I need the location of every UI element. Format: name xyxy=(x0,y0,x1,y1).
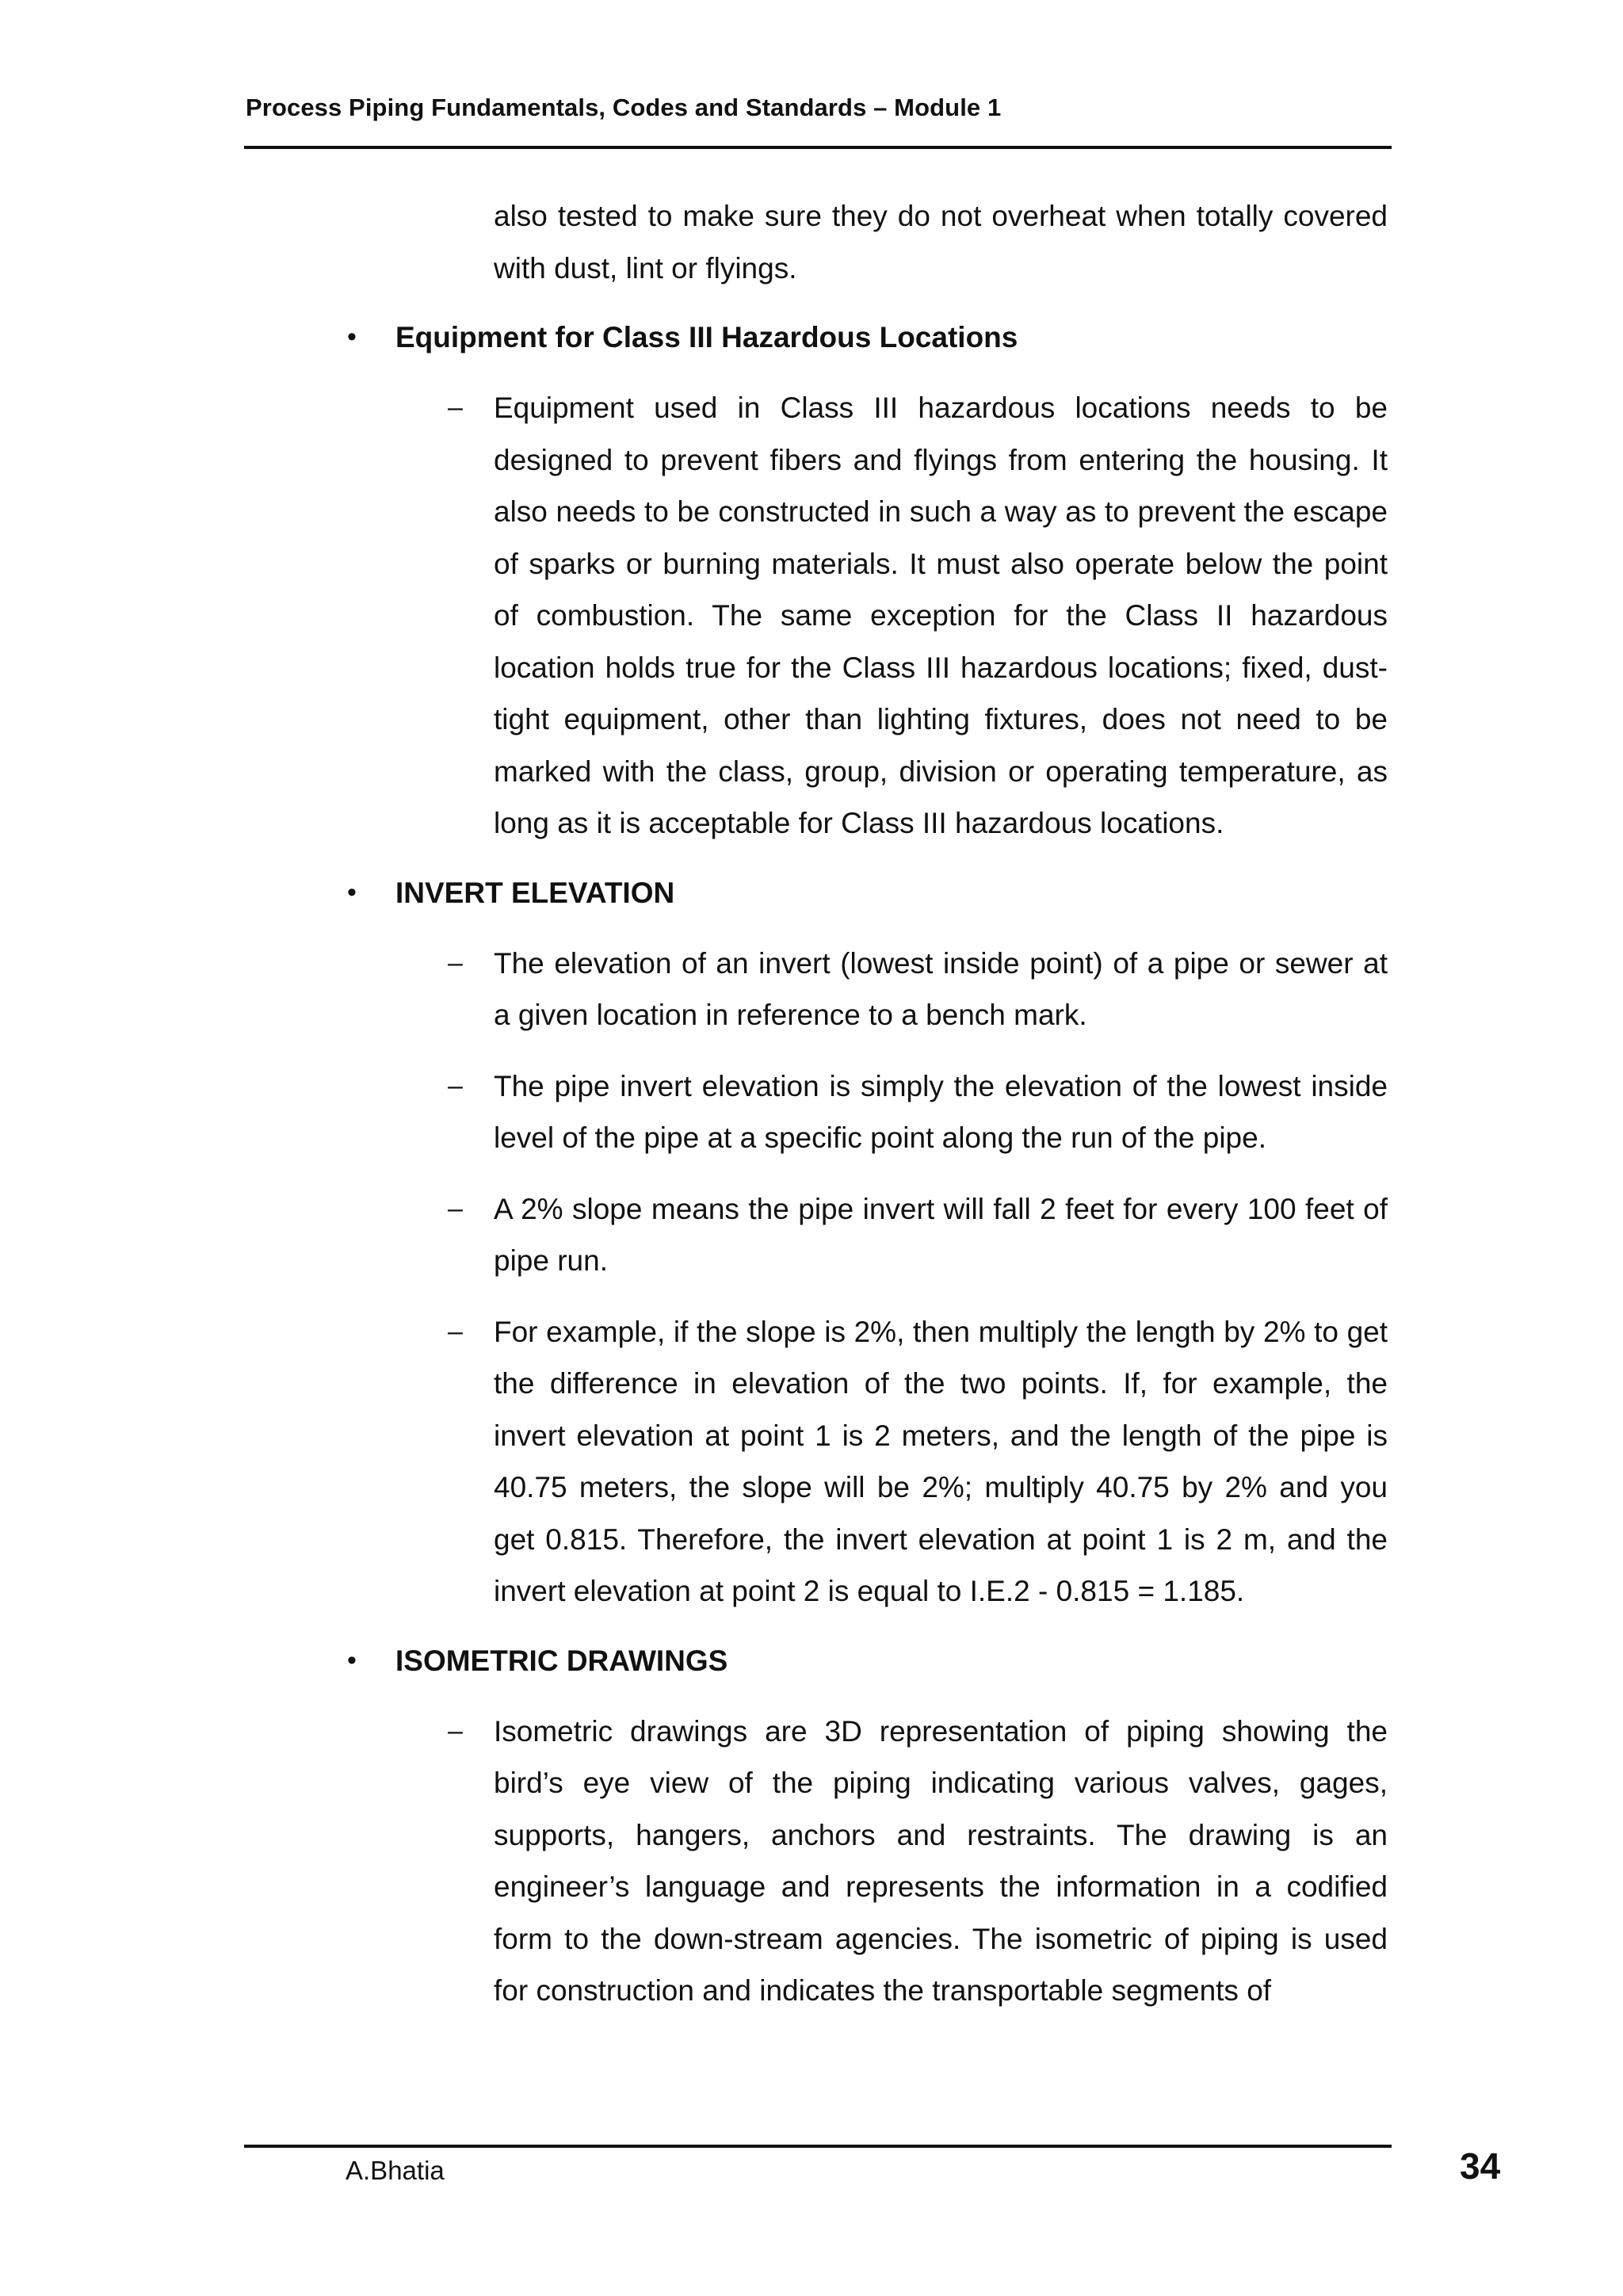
section-heading-text: ISOMETRIC DRAWINGS xyxy=(395,1644,728,1677)
header-divider xyxy=(244,146,1392,149)
section-heading-invert-elevation xyxy=(347,867,1623,919)
list-item-text: Equipment used in Class III hazardous locations needs to be designed to prevent fibers and flyings from entering the housing. It also needs to be constructed in such a way as to prevent the escape of sparks or burning materials. It must also operate below the point of combustion. The same exception for the Class II hazardous location holds true for the Class III hazardous locations; fixed, dust-tight equipment, other than lighting fixtures, does not need to be marked with the class, group, division or operating temperature, as long as it is acceptable for Class III hazardous locations. xyxy=(494,392,1388,839)
dash-icon: – xyxy=(448,947,463,978)
dash-icon: – xyxy=(448,1316,463,1347)
bullet-icon: • xyxy=(347,322,357,352)
list-item xyxy=(448,382,1388,850)
page-number: 34 xyxy=(1460,2145,1501,2187)
bullet-icon: • xyxy=(347,1645,357,1675)
section-heading-text: Equipment for Class III Hazardous Locations xyxy=(395,321,1018,353)
page-header-title: Process Piping Fundamentals, Codes and Standards – Module 1 xyxy=(246,94,1002,121)
dash-icon: – xyxy=(448,1715,463,1746)
list-item xyxy=(448,1183,1388,1287)
dash-icon: – xyxy=(448,1070,463,1101)
list-item-text: A 2% slope means the pipe invert will fall 2 feet for every 100 feet of pipe run. xyxy=(494,1192,1388,1277)
section-heading-class-iii xyxy=(347,311,1623,363)
list-item-text: The pipe invert elevation is simply the elevation of the lowest inside level of the pipe at a specific point along the run of the pipe. xyxy=(494,1069,1388,1154)
list-item xyxy=(448,1306,1388,1618)
list-item xyxy=(448,1060,1388,1164)
dash-icon: – xyxy=(448,1193,463,1224)
dash-icon: – xyxy=(448,392,463,422)
page-body xyxy=(0,190,1623,2017)
list-item-text: Isometric drawings are 3D representation of piping showing the bird’s eye view of the piping indicating various valves, gages, supports, hangers, anchors and restraints. The drawing is an engineer’s language and represents the information in a codified form to the down-stream agencies. The isometric of piping is used for construction and indicates the transportable segments of xyxy=(494,1714,1388,2007)
list-item xyxy=(448,1706,1388,2017)
section-heading-text: INVERT ELEVATION xyxy=(395,876,675,909)
section-heading-isometric-drawings xyxy=(347,1635,1623,1687)
continuation-paragraph: also tested to make sure they do not overheat when totally covered with dust, lint or flyings. xyxy=(494,200,1388,285)
list-item xyxy=(448,938,1388,1041)
footer-author: A.Bhatia xyxy=(346,2156,445,2185)
footer-divider xyxy=(244,2145,1392,2148)
list-item-text: The elevation of an invert (lowest inside point) of a pipe or sewer at a given location in reference to a bench mark. xyxy=(494,946,1388,1031)
list-item-text: For example, if the slope is 2%, then multiply the length by 2% to get the difference in elevation of the two points. If, for example, the invert elevation at point 1 is 2 meters, and the length of the pipe is 40.75 meters, the slope will be 2%; multiply 40.75 by 2% and you get 0.815. Therefore, the invert elevation at point 1 is 2 m, and the invert elevation at point 2 is equal to I.E.2 - 0.815 = 1.185. xyxy=(494,1315,1388,1607)
bullet-icon: • xyxy=(347,877,357,907)
